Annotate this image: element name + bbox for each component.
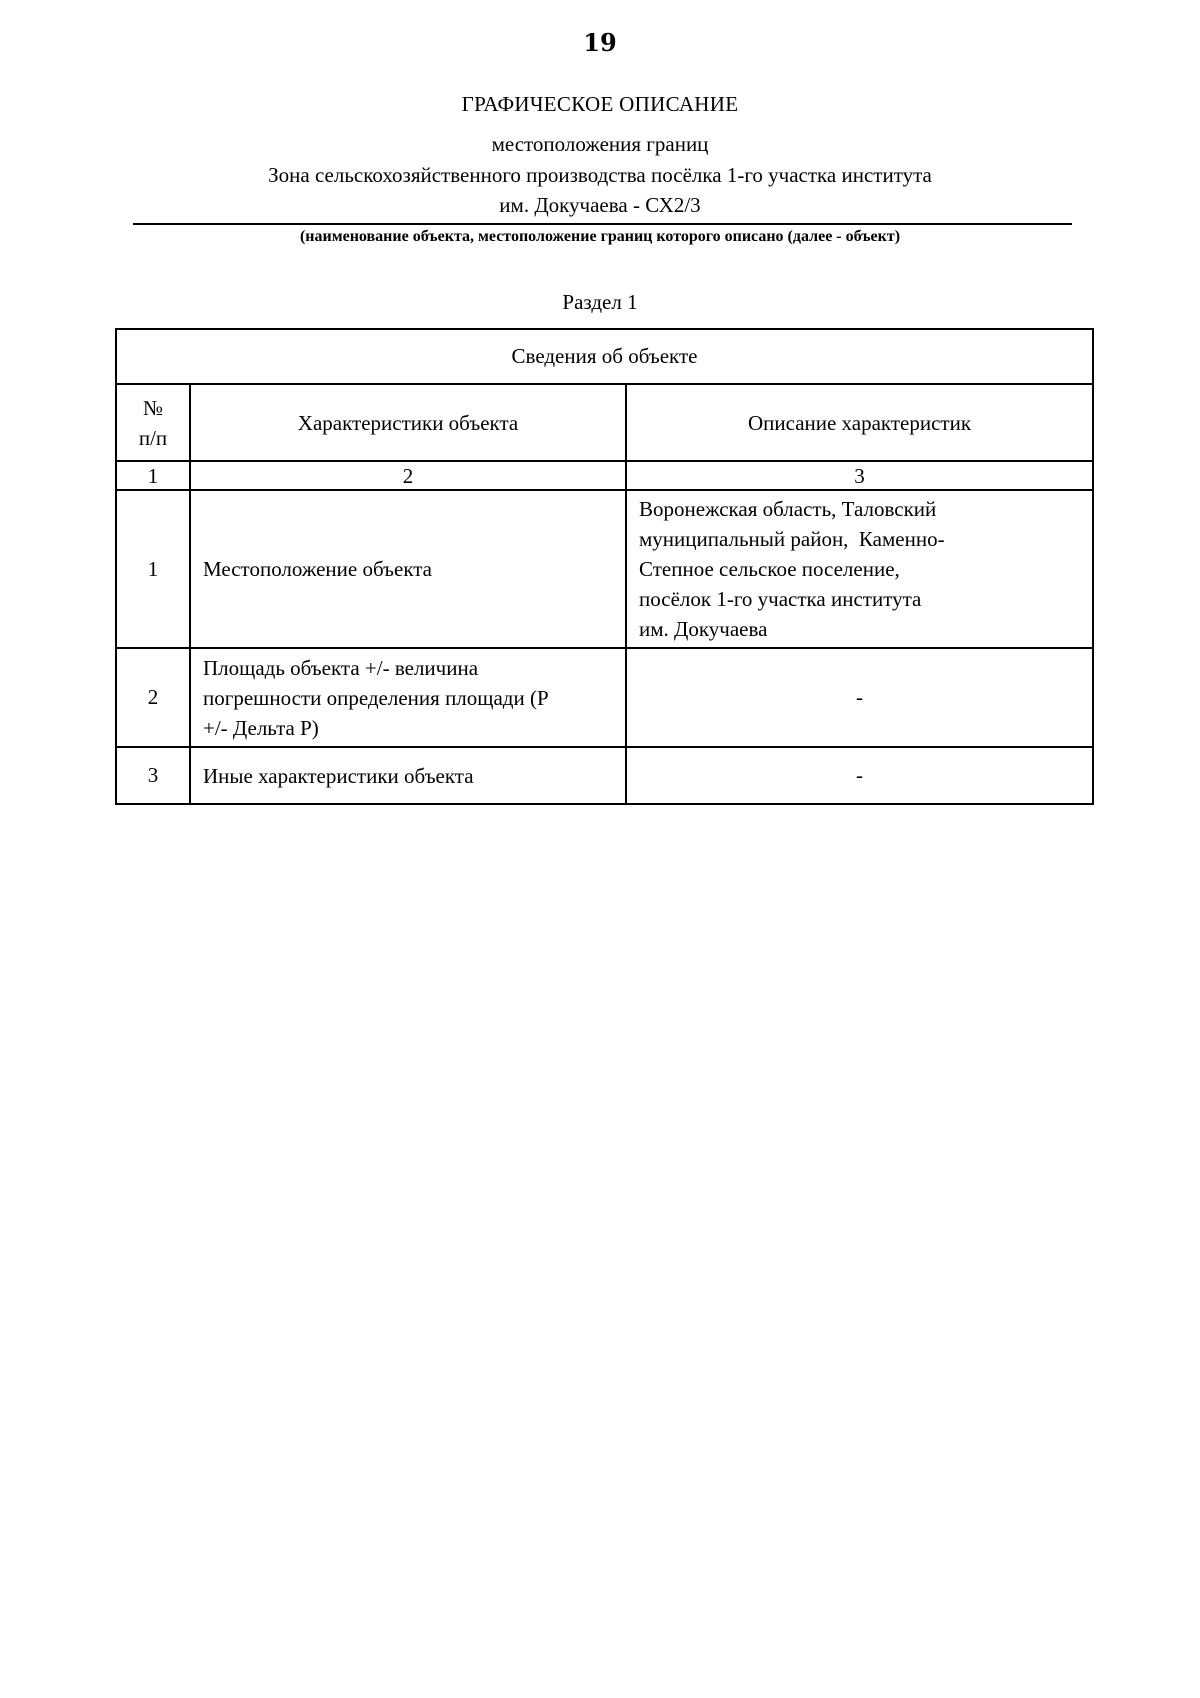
object-info-table (115, 328, 1094, 805)
column-index: 2 (190, 461, 626, 490)
row-number: 3 (116, 747, 190, 804)
table-row (116, 490, 1093, 648)
rule-caption: (наименование объекта, местоположение границ которого описано (далее - объект) (299, 228, 901, 245)
column-index: 3 (626, 461, 1093, 490)
row-characteristic: Местоположение объекта (190, 490, 626, 648)
row-description (626, 490, 1093, 648)
table-caption: Сведения об объекте (116, 329, 1093, 384)
characteristic-line: Площадь объекта +/- величина (203, 655, 479, 680)
object-name-line-2: им. Докучаева - СХ2/3 (499, 193, 701, 217)
table-row (116, 747, 1093, 804)
table-caption-row (116, 329, 1093, 384)
object-name (130, 160, 1070, 220)
document-heading: ГРАФИЧЕСКОЕ ОПИСАНИЕ (461, 92, 739, 116)
header-description: Описание характеристик (626, 384, 1093, 461)
characteristic-line: +/- Дельта Р) (203, 715, 319, 740)
description-line: муниципальный район, Каменно- (639, 527, 945, 551)
row-description: - (626, 747, 1093, 804)
description-line: им. Докучаева (639, 617, 768, 641)
underline-rule (133, 223, 1072, 225)
description-line: Степное сельское поселение, (639, 557, 900, 581)
header-number-line-2: п/п (138, 425, 168, 450)
column-index-row (116, 461, 1093, 490)
header-number (116, 384, 190, 461)
characteristic-line: погрешности определения площади (Р (203, 685, 549, 710)
column-index: 1 (116, 461, 190, 490)
page-number: 19 (583, 28, 617, 57)
description-line: Воронежская область, Таловский (639, 497, 937, 521)
document-subtitle: местоположения границ (491, 132, 709, 156)
table-row (116, 648, 1093, 747)
header-number-line-1: № (142, 395, 164, 420)
row-characteristic: Иные характеристики объекта (190, 747, 626, 804)
section-label: Раздел 1 (562, 290, 638, 314)
row-characteristic (190, 648, 626, 747)
header-characteristics: Характеристики объекта (190, 384, 626, 461)
row-number: 2 (116, 648, 190, 747)
row-description: - (626, 648, 1093, 747)
table-header-row (116, 384, 1093, 461)
object-name-line-1: Зона сельскохозяйственного производства посёлка 1-го участка института (268, 163, 932, 187)
description-line: посёлок 1-го участка института (639, 587, 922, 611)
row-number: 1 (116, 490, 190, 648)
